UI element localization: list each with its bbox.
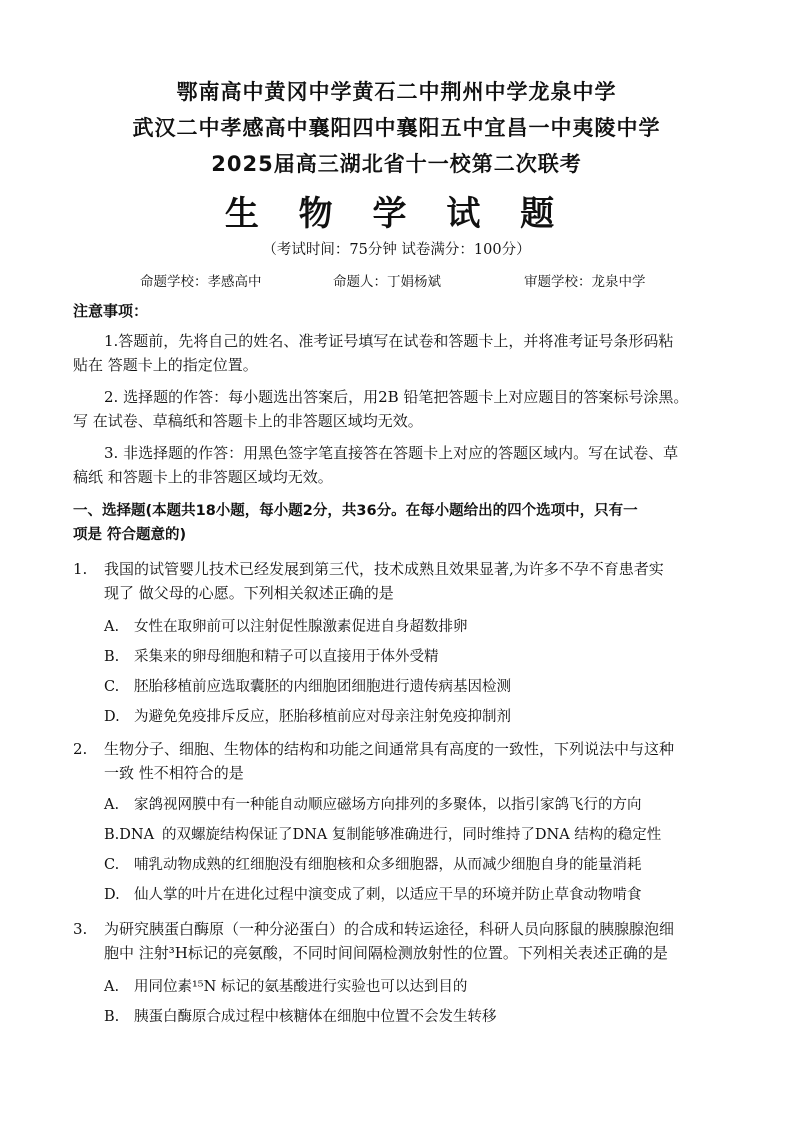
note-1-line-1: 1.答题前，先将自己的姓名、准考证号填写在试卷和答题卡上，并将准考证号条形码粘 — [104, 332, 674, 350]
note-3-line-1: 3. 非选择题的作答：用黑色签字笔直接答在答题卡上对应的答题区域内。写在试卷、草 — [104, 444, 679, 462]
question-1-stem-line-2: 现了 做父母的心愿。下列相关叙述正确的是 — [104, 584, 394, 602]
exam-credits — [0, 270, 793, 292]
question-1-number: 1. — [73, 560, 88, 578]
question-3-number: 3. — [73, 920, 88, 938]
exam-info: （考试时间：75分钟 试卷满分：100分） — [262, 242, 531, 258]
question-2-stem-line-1: 生物分子、细胞、生物体的结构和功能之间通常具有高度的一致性，下列说法中与这种 — [104, 740, 675, 758]
header-exam-name: 2025届高三湖北省十一校第二次联考 — [211, 152, 582, 176]
note-2-line-2: 写 在试卷、草稿纸和答题卡上的非答题区域均无效。 — [73, 412, 423, 430]
note-3-line-2: 稿纸 和答题卡上的非答题区域均无效。 — [73, 468, 333, 486]
question-1-stem-line-1: 我国的试管婴儿技术已经发展到第三代，技术成熟且效果显著,为许多不孕不育患者实 — [104, 560, 664, 578]
header-schools-line-2: 武汉二中孝感高中襄阳四中襄阳五中宜昌一中夷陵中学 — [132, 116, 661, 140]
question-2-option-b[interactable]: B.DNA 的双螺旋结构保证了DNA 复制能够准确进行，同时维持了DNA 结构的稳定性 — [104, 827, 662, 843]
question-3-stem-line-2: 胞中 注射³H标记的亮氨酸，不同时间间隔检测放射性的位置。下列相关表述正确的是 — [104, 944, 668, 962]
question-2-stem-line-2: 一致 性不相符合的是 — [104, 764, 244, 782]
question-3-option-a[interactable]: A. 用同位素¹⁵N 标记的氨基酸进行实验也可以达到目的 — [104, 979, 468, 995]
section-1-heading-line-1: 一、选择题(本题共18小题，每小题2分，共36分。在每小题给出的四个选项中，只有一 — [73, 503, 638, 519]
question-1-option-d[interactable]: D. 为避免免疫排斥反应，胚胎移植前应对母亲注射免疫抑制剂 — [104, 709, 511, 725]
question-1-option-c[interactable]: C. 胚胎移植前应选取囊胚的内细胞团细胞进行遗传病基因检测 — [104, 679, 511, 695]
question-3-option-b[interactable]: B. 胰蛋白酶原合成过程中核糖体在细胞中位置不会发生转移 — [104, 1009, 497, 1025]
question-2-option-d[interactable]: D. 仙人掌的叶片在进化过程中演变成了刺，以适应干旱的环境并防止草食动物啃食 — [104, 887, 642, 903]
question-2-option-a[interactable]: A. 家鸽视网膜中有一种能自动顺应磁场方向排列的多聚体，以指引家鸽飞行的方向 — [104, 797, 642, 813]
section-1-heading-line-2: 项是 符合题意的) — [73, 527, 187, 543]
question-2-number: 2. — [73, 740, 88, 758]
header-schools-line-1: 鄂南高中黄冈中学黄石二中荆州中学龙泉中学 — [176, 80, 617, 104]
notes-heading: 注意事项： — [73, 302, 149, 320]
question-1-option-a[interactable]: A. 女性在取卵前可以注射促性腺激素促进自身超数排卵 — [104, 619, 468, 635]
reviewer-school: 审题学校：龙泉中学 — [524, 274, 646, 290]
question-1-option-b[interactable]: B. 采集来的卵母细胞和精子可以直接用于体外受精 — [104, 649, 439, 665]
setter-names: 命题人：丁娟杨斌 — [333, 274, 441, 290]
question-3-stem-line-1: 为研究胰蛋白酶原（一种分泌蛋白）的合成和转运途径，科研人员向豚鼠的胰腺腺泡细 — [104, 920, 675, 938]
page-title: 生 物 学 试 题 — [224, 194, 569, 234]
note-1-line-2: 贴在 答题卡上的指定位置。 — [73, 356, 258, 374]
question-2-option-c[interactable]: C. 哺乳动物成熟的红细胞没有细胞核和众多细胞器，从而减少细胞自身的能量消耗 — [104, 857, 642, 873]
note-2-line-1: 2. 选择题的作答：每小题选出答案后，用2B 铅笔把答题卡上对应题目的答案标号涂黑。 — [104, 388, 689, 406]
setter-school: 命题学校：孝感高中 — [140, 274, 262, 290]
